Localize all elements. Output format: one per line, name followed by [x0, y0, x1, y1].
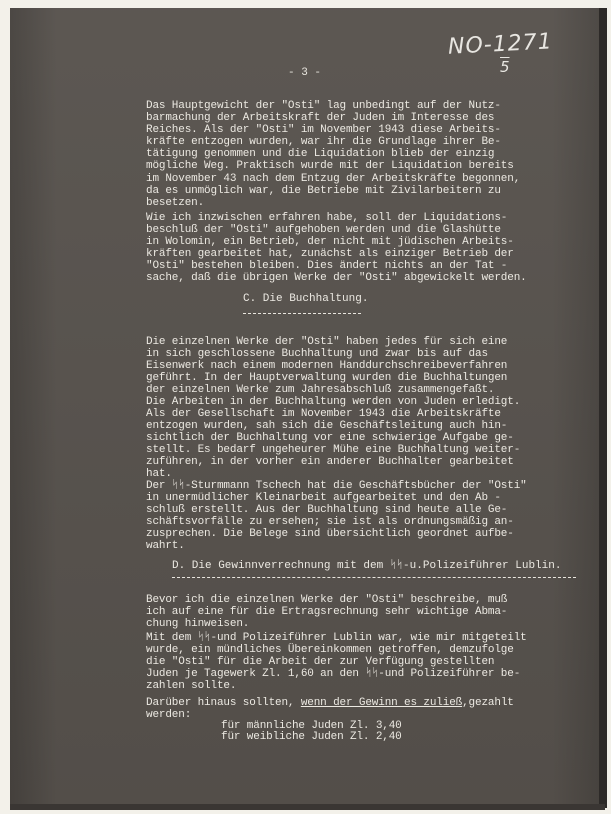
paragraph-1: Das Hauptgewicht der "Osti" lag unbedingt auf der Nutz- barmachung der Arbeitskraft der Juden im Interesse des Reiches. Als der "Osti" im November 1943 diese Arbeits- kräfte entzogen wurden, war ihr die Grundlage ihrer Be- tätigung genommen und die Liquidation blieb der einzig mögliche Weg. Praktisch wurde mit der Liquidation bereits im November 43 nach dem Entzug der Arbeitskräfte begonnen, da es unmöglich war, die Betriebe mit Zivilarbeitern zu besetzen. — [146, 100, 521, 209]
section-heading-d: D. Die Gewinnverrechnung mit dem ᛋᛋ-u.Polizeiführer Lublin. — [172, 560, 562, 572]
heading-c-underline — [243, 313, 361, 314]
rate-male: für männliche Juden Zl. 3,40 — [221, 720, 402, 732]
handwritten-document-number: NO-1271 — [447, 29, 554, 60]
paragraph-8 — [146, 697, 576, 721]
paragraph-7: Mit dem ᛋᛋ-und Polizeiführer Lublin war, wie mir mitgeteilt wurde, ein mündliches Übereinkommen getroffen, demzufolge die "Osti" für die Arbeit der zur Verfügung gestellten Juden je Tagewerk Zl. 1,60 an den ᛋᛋ-und Polizeiführer be- zahlen sollte. — [146, 632, 527, 693]
page-bottom-edge — [10, 804, 605, 810]
paragraph-3: Die einzelnen Werke der "Osti" haben jedes für sich eine in sich geschlossene Buchhaltung und zwar bis auf das Eisenwerk nach einem modernen Handdurchschreibeverfahren geführt. In der Hauptverwaltung wurden die Buchhaltungen der einzelnen Werke zum Jahresabschluß zusammengefaßt. Die Arbeiten in der Buchhaltung werden von Juden erledigt. — [146, 336, 521, 409]
page-number: - 3 - — [288, 67, 322, 79]
heading-d-underline — [172, 577, 576, 578]
underlined-phrase: wenn der Gewinn es zuließ — [300, 697, 463, 709]
paragraph-4: Als der Gesellschaft im November 1943 die Arbeitskräfte entzogen wurden, sah sich die Geschäftsleitung auch hin- sichtlich der Buchhaltung vor eine schwierige Aufgabe ge- stellt. Es bedarf ungeheurer Mühe eine Buchhaltung weiter- zuführen, in der vorher ein anderer Buchhalter gearbeitet hat. — [146, 408, 521, 481]
paragraph-8-start: Darüber hinaus sollten, — [146, 697, 301, 709]
paragraph-2: Wie ich inzwischen erfahren habe, soll der Liquidations- beschluß der "Osti" aufgehoben werden und die Glashütte in Wolomin, ein Betrieb, der nicht mit jüdischen Arbeits- kräften gearbeitet hat, zunächst als einziger Betrieb der "Osti" bestehen bleiben. Dies ändert nichts an der Tat - sache, daß die übrigen Werke der "Osti" abgewickelt werden. — [146, 212, 527, 285]
section-heading-c: C. Die Buchhaltung. — [243, 293, 369, 305]
paragraph-6: Bevor ich die einzelnen Werke der "Osti" beschreibe, muß ich auf eine für die Ertragsrechnung sehr wichtige Abma- chung hinweisen. — [146, 594, 508, 631]
handwritten-folio-number: 5 — [500, 58, 510, 76]
paragraph-5: Der ᛋᛋ-Sturmmann Tschech hat die Geschäftsbücher der "Osti" in unermüdlicher Kleinarbeit aufgearbeitet und den Ab - schluß erstellt. Aus der Buchhaltung sind heute alle Ge- schäftsvorfälle zu ersehen; sie ist als ordnungsmäßig an- zusprechen. Die Belege sind übersichtlich geordnet aufbe- wahrt. — [146, 480, 527, 553]
paragraph-8-end: ,gezahlt werden: — [146, 697, 514, 722]
rate-female: für weibliche Juden Zl. 2,40 — [221, 731, 402, 743]
page-edge-shadow — [599, 8, 607, 808]
